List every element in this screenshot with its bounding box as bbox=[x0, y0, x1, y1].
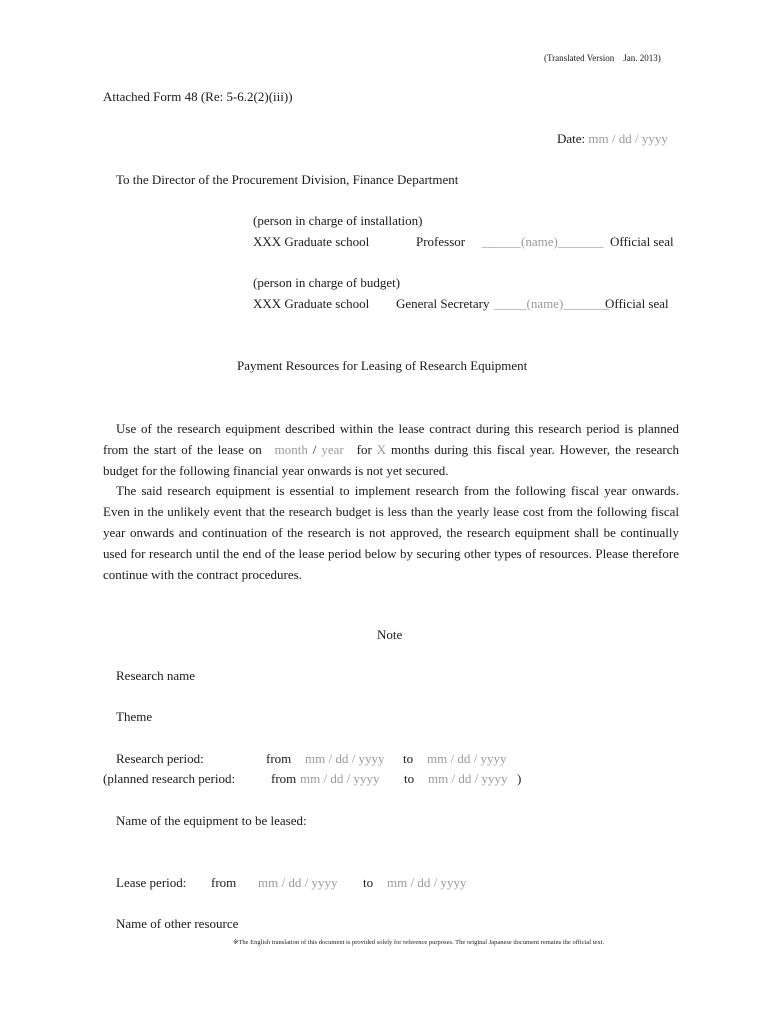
p1-text-b: months during this fiscal year. However, the research budget for the following financial year onwards is not yet secured. bbox=[103, 442, 680, 478]
p1-slash: / bbox=[312, 442, 317, 457]
lease-period-from: from bbox=[211, 875, 237, 890]
research-period-from: from bbox=[266, 751, 292, 766]
document-title: Payment Resources for Leasing of Research Equipment bbox=[237, 358, 528, 373]
budget-title: General Secretary bbox=[396, 296, 490, 311]
body-paragraph-2: The said research equipment is essential to implement research from the following fiscal year onwards. Even in the unlikely event that the research budget is less than the yearly lease cost from the following fiscal year onwards and continuation of the research is not approved, the research equipment shall be continually used for research until the end of the lease period below by securing other types of resources. Please therefore continue with the contract procedures. bbox=[103, 483, 679, 582]
research-period-end-placeholder: mm / dd / yyyy bbox=[427, 751, 507, 766]
addressee: To the Director of the Procurement Division, Finance Department bbox=[116, 172, 459, 187]
budget-seal: Official seal bbox=[605, 296, 669, 311]
p1-text-a: Use of the research equipment described within the lease contract during this research period is planned from the start of the lease on bbox=[103, 421, 679, 457]
installation-title: Professor bbox=[416, 234, 466, 249]
lease-period-to: to bbox=[363, 875, 374, 890]
p1-x-placeholder: X bbox=[376, 442, 387, 457]
body-paragraph-1 bbox=[103, 418, 679, 481]
installation-heading: (person in charge of installation) bbox=[253, 213, 423, 228]
footnote: ※The English translation of this document is provided solely for reference purposes. The original Japanese document remains the official text. bbox=[233, 939, 605, 946]
planned-period-start-placeholder: mm / dd / yyyy bbox=[300, 771, 380, 786]
installation-name-placeholder: ______(name)_______ bbox=[482, 234, 604, 249]
research-period-label: Research period: bbox=[116, 751, 204, 766]
budget-school: XXX Graduate school bbox=[253, 296, 370, 311]
lease-period-start-placeholder: mm / dd / yyyy bbox=[258, 875, 338, 890]
research-period-start-placeholder: mm / dd / yyyy bbox=[305, 751, 385, 766]
planned-period-to: to bbox=[404, 771, 415, 786]
other-resource-label: Name of other resource bbox=[116, 916, 239, 931]
form-reference: Attached Form 48 (Re: 5-6.2(2)(iii)) bbox=[103, 89, 293, 104]
installation-seal: Official seal bbox=[610, 234, 674, 249]
note-title: Note bbox=[377, 627, 403, 642]
installation-school: XXX Graduate school bbox=[253, 234, 370, 249]
lease-period-end-placeholder: mm / dd / yyyy bbox=[387, 875, 467, 890]
p1-for: for bbox=[356, 442, 372, 457]
date-placeholder: mm / dd / yyyy bbox=[588, 131, 668, 146]
theme-label: Theme bbox=[116, 709, 153, 724]
date-line bbox=[557, 131, 668, 147]
date-label: Date: bbox=[557, 131, 586, 146]
budget-name-placeholder: _____(name)_______ bbox=[494, 296, 609, 311]
planned-period-close-paren: ) bbox=[517, 771, 522, 786]
planned-period-end-placeholder: mm / dd / yyyy bbox=[428, 771, 508, 786]
lease-period-label: Lease period: bbox=[116, 875, 187, 890]
research-name-label: Research name bbox=[116, 668, 196, 683]
research-period-to: to bbox=[403, 751, 414, 766]
p1-month-placeholder: month bbox=[274, 442, 308, 457]
equipment-label: Name of the equipment to be leased: bbox=[116, 813, 307, 828]
version-note: (Translated Version Jan. 2013) bbox=[544, 53, 661, 63]
planned-period-from: from bbox=[271, 771, 297, 786]
planned-period-label: (planned research period: bbox=[103, 771, 236, 786]
budget-heading: (person in charge of budget) bbox=[253, 275, 401, 290]
p1-year-placeholder: year bbox=[321, 442, 344, 457]
